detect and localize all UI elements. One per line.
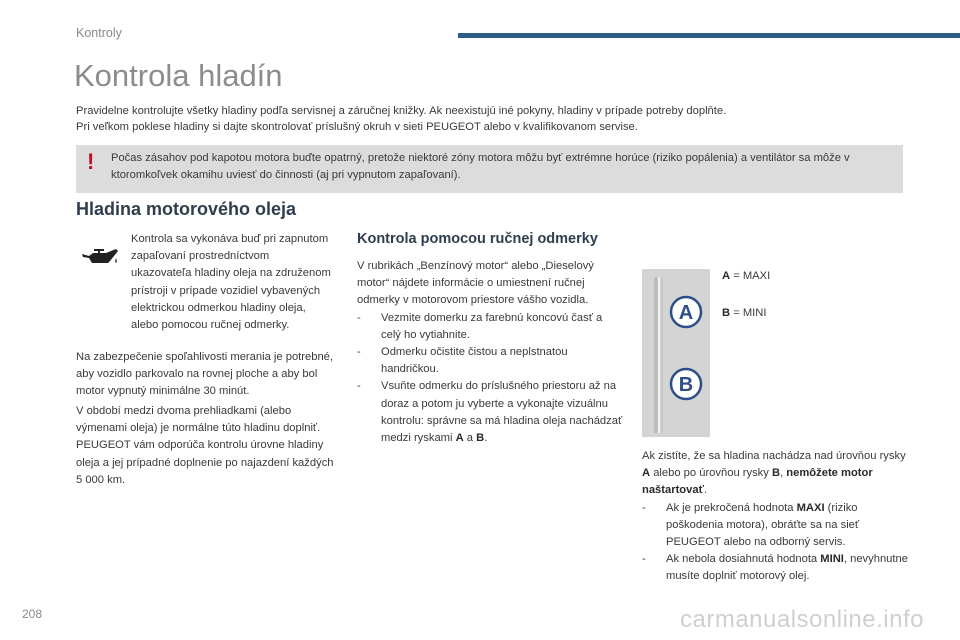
exclamation-icon: ! bbox=[87, 149, 95, 174]
level-item-maxi: - Ak je prekročená hodnota MAXI (riziko poškodenia motora), obráťte sa na sieť PEUGEOT alebo na odborný servis. bbox=[642, 501, 860, 549]
oil-can-icon bbox=[80, 246, 120, 270]
oil-paragraph-2: V období medzi dvoma prehliadkami (alebo výmenami oleja) je normálne túto hladinu doplniť. PEUGEOT vám odporúča kontrolu úrovne hladiny oleja a jej prípadné doplnenie po najazdení každých 5 000 km. bbox=[76, 405, 334, 486]
step-3: - Vsuňte odmerku do príslušného priestoru až na doraz a potom ju vyberte a vykonajte vizuálnu kontrolu: správne sa má hladina oleja nachádzať medzi ryskami A a B. bbox=[357, 380, 623, 445]
dipstick-mark-a: A bbox=[678, 302, 694, 324]
legend-a: A = MAXI bbox=[722, 270, 771, 282]
dipstick-mark-b: B bbox=[678, 374, 694, 396]
level-warning-text bbox=[642, 448, 912, 586]
dipstick-instructions bbox=[357, 258, 623, 447]
page-number: 208 bbox=[22, 607, 43, 621]
legend-b: B = MINI bbox=[722, 307, 767, 319]
intro-line-1: Pravidelne kontrolujte všetky hladiny podľa servisnej a záručnej knižky. Ak neexistujú iné pokyny, hladiny v prípade potreby doplňte. bbox=[76, 105, 727, 117]
intro-text bbox=[76, 103, 916, 135]
oil-paragraph-1: Na zabezpečenie spoľahlivosti merania je potrebné, aby vozidlo parkovalo na rovnej ploche a aby bol motor vypnutý minimálne 30 minút. bbox=[76, 351, 334, 398]
level-warning-intro: Ak zistíte, že sa hladina nachádza nad úrovňou rysky A alebo po úrovňou rysky B, nemôžete motor naštartovať. bbox=[642, 450, 906, 497]
page-title: Kontrola hladín bbox=[74, 58, 283, 93]
dipstick-heading: Kontrola pomocou ručnej odmerky bbox=[357, 231, 598, 247]
header-bar bbox=[458, 33, 960, 38]
oil-section-heading: Hladina motorového oleja bbox=[76, 199, 297, 219]
watermark: carmanualsonline.info bbox=[680, 606, 924, 633]
level-item-mini: - Ak nebola dosiahnutá hodnota MINI, nevyhnutne musíte doplniť motorový olej. bbox=[642, 553, 908, 583]
section-label: Kontroly bbox=[76, 26, 122, 40]
dipstick-illustration bbox=[642, 269, 710, 437]
step-2: - Odmerku očistite čistou a neplstnatou handričkou. bbox=[357, 346, 568, 376]
dipstick-intro: V rubrikách „Benzínový motor“ alebo „Dieselový motor“ nájdete informácie o umiestnení ručnej odmerky v motorovom priestore vášho vozidla. bbox=[357, 260, 594, 307]
oil-intro-text: Kontrola sa vykonáva buď pri zapnutom zapaľovaní prostredníctvom ukazovateľa hladiny oleja na združenom prístroji v prípade vozidiel vybavených elektrickou odmerkou hladiny oleja, alebo pomocou ručnej odmerky. bbox=[131, 233, 331, 332]
warning-text: Počas zásahov pod kapotou motora buďte opatrný, pretože niektoré zóny motora môžu byť extrémne horúce (riziko popálenia) a ventilátor sa môže v ktoromkoľvek okamihu uviesť do činnosti (aj pri vypnutom zapaľovaní). bbox=[111, 152, 850, 181]
intro-line-2: Pri veľkom poklese hladiny si dajte skontrolovať príslušný okruh v sieti PEUGEOT alebo v kvalifikovanom servise. bbox=[76, 121, 638, 133]
step-1: - Vezmite domerku za farebnú koncovú časť a celý ho vytiahnite. bbox=[357, 311, 603, 341]
